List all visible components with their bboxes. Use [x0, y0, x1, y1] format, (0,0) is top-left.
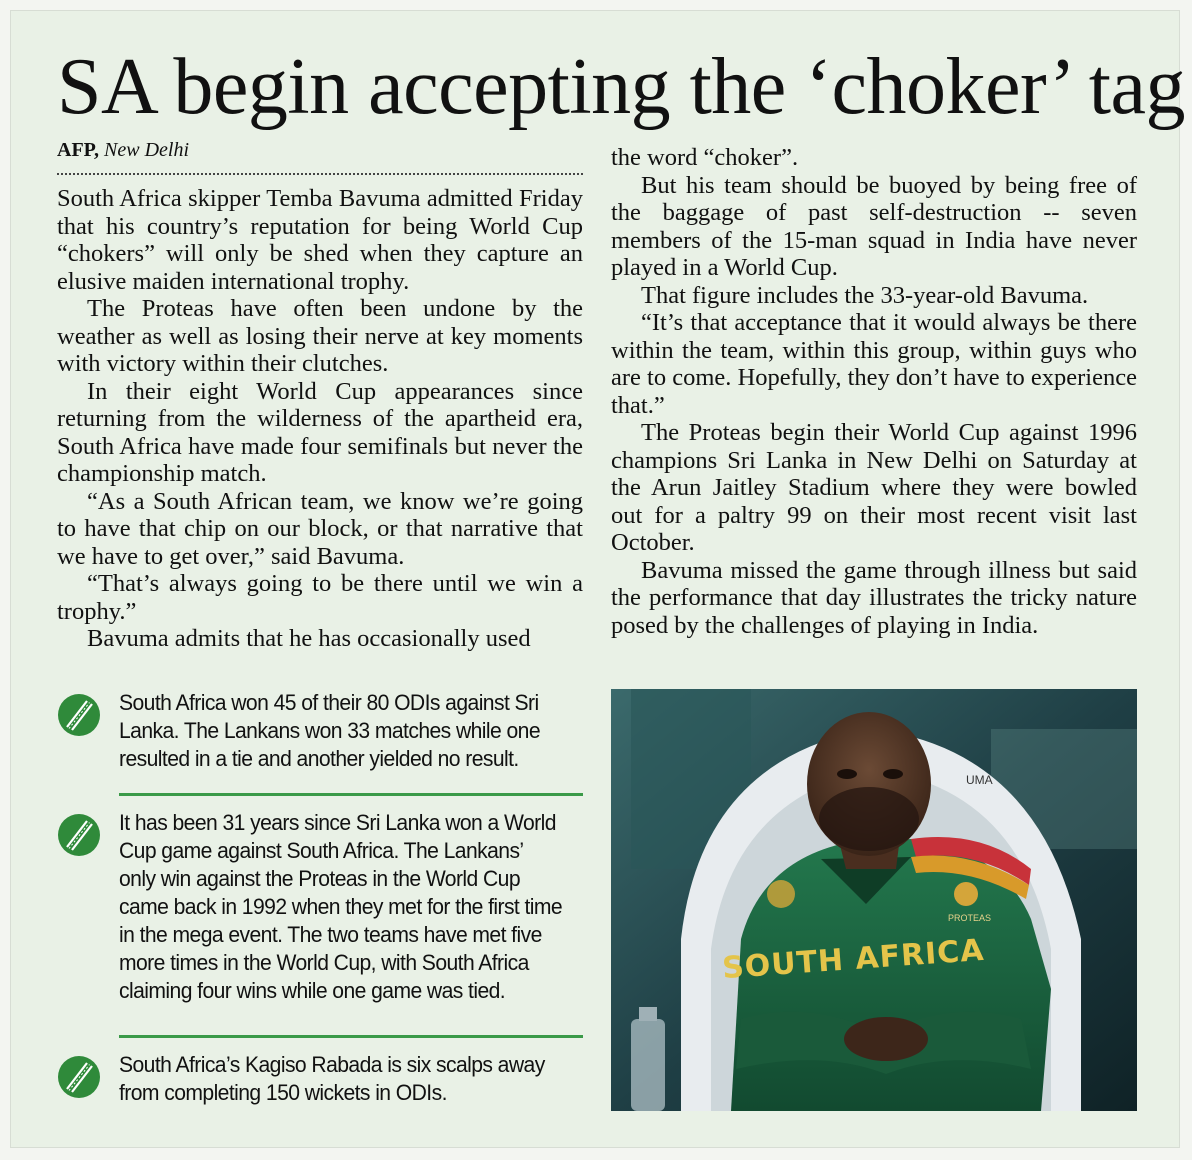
paragraph: The Proteas begin their World Cup against 1996 champions Sri Lanka in New Delhi on Saturday at the Arun Jaitley Stadium where they were bowled out for a paltry 99 on their most recent visit last October. [611, 419, 1137, 556]
byline-agency: AFP, [57, 139, 100, 161]
fact-text: South Africa won 45 of their 80 ODIs against Sri Lanka. The Lankans won 33 matches while one resulted in a tie and another yielded no result. [119, 690, 541, 771]
cricket-ball-icon [57, 1055, 101, 1099]
player-photo [611, 689, 1137, 1111]
paragraph: Bavuma admits that he has occasionally used [87, 625, 531, 652]
player-photo-illustration [611, 689, 1137, 1111]
paragraph: “As a South African team, we know we’re going to have that chip on our block, or that narrative that we have to get over,” said Bavuma. [57, 487, 583, 570]
headline: SA begin accepting the ‘choker’ tag [57, 43, 1186, 131]
paragraph: In their eight World Cup appearances since returning from the wilderness of the apartheid era, South Africa have made four semifinals but never the championship match. [57, 377, 583, 487]
paragraph: But his team should be buoyed by being free of the baggage of past self-destruction -- seven members of the 15-man squad in India have never played in a World Cup. [611, 171, 1137, 281]
paragraph: “It’s that acceptance that it would always be there within the team, within this group, within guys who are to come. Hopefully, they don’t have to experience that.” [611, 309, 1137, 419]
paragraph: That figure includes the 33-year-old Bavuma. [641, 281, 1089, 309]
paragraph: Bavuma missed the game through illness but said the performance that day illustrates the tricky nature posed by the challenges of playing in India. [611, 556, 1137, 639]
green-divider [119, 1035, 583, 1038]
fact-text: South Africa’s Kagiso Rabada is six scalps away from completing 150 wickets in ODIs. [119, 1052, 545, 1105]
backdrop-text: UMA [966, 773, 993, 787]
cricket-ball-icon [57, 813, 101, 857]
jersey-badge-text: PROTEAS [948, 913, 992, 923]
paragraph: “That’s always going to be there until we win a trophy.” [57, 570, 583, 625]
article-column-1 [57, 185, 583, 653]
paragraph: South Africa skipper Temba Bavuma admitted Friday that his country’s reputation for being World Cup “chokers” will only be shed when they capture an elusive maiden international trophy. [57, 185, 583, 295]
newspaper-page [10, 10, 1186, 1148]
jersey-text: SOUTH AFRICA [721, 932, 986, 987]
byline-location: New Delhi [104, 139, 190, 161]
cricket-ball-icon [57, 693, 101, 737]
paragraph: the word “choker”. [611, 144, 799, 171]
dotted-divider [57, 173, 583, 175]
byline [57, 139, 189, 162]
paragraph: The Proteas have often been undone by the weather as well as losing their nerve at key moments with victory within their clutches. [57, 295, 583, 377]
fact-text: It has been 31 years since Sri Lanka won a World Cup game against South Africa. The Lankans’ only win against the Proteas in the World Cup came back in 1992 when they met for the first time in the mega event. The two teams have met five more times in the World Cup, with South Africa claiming four wins while one game was tied. [119, 810, 563, 1003]
green-divider [119, 793, 583, 796]
article-column-2 [611, 144, 1137, 639]
